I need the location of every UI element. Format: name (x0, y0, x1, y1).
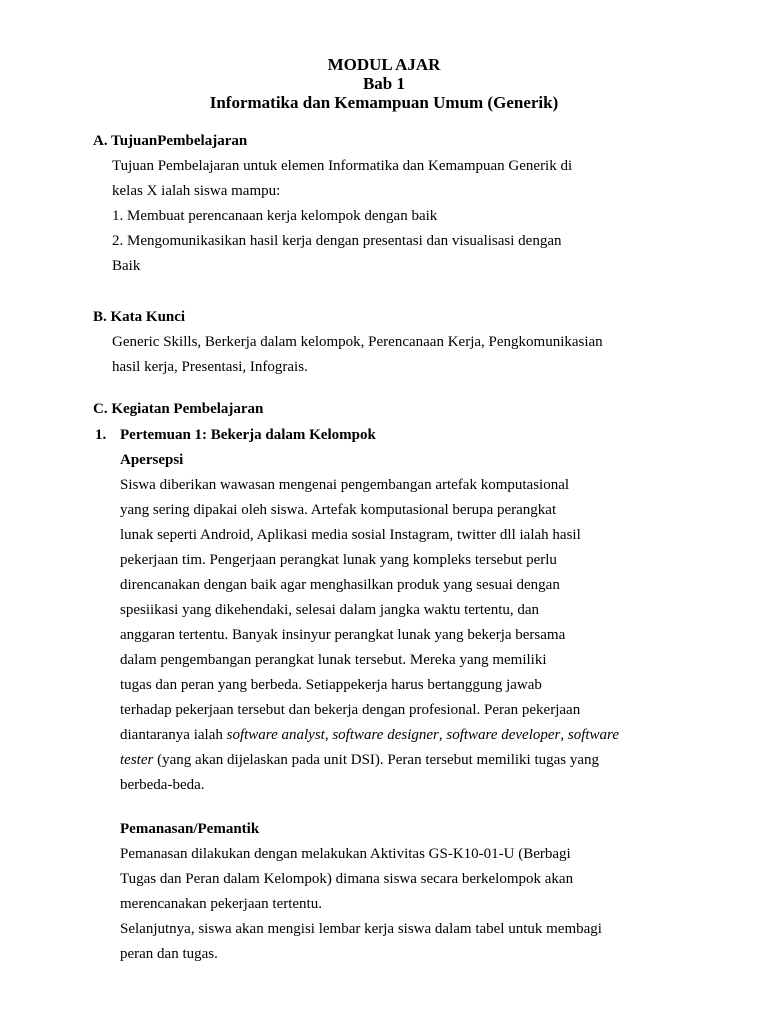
pemanasan-heading: Pemanasan/Pemantik (120, 821, 260, 837)
section-a-heading: A. TujuanPembelajaran (93, 133, 248, 149)
section-a-line: 2. Mengomunikasikan hasil kerja dengan presentasi dan visualisasi dengan (112, 233, 562, 249)
pemanasan-line: Selanjutnya, siswa akan mengisi lembar kerja siswa dalam tabel untuk membagi (120, 921, 602, 937)
apersepsi-line: tugas dan peran yang berbeda. Setiappekerja harus bertanggung jawab (120, 677, 542, 693)
section-a-line: 1. Membuat perencanaan kerja kelompok dengan baik (112, 208, 438, 224)
section-a-line: kelas X ialah siswa mampu: (112, 183, 281, 199)
role-software-tester-part2: tester (120, 752, 154, 768)
roles-prefix: diantaranya ialah (120, 727, 227, 743)
apersepsi-line: terhadap pekerjaan tersebut dan bekerja dengan profesional. Peran pekerjaan (120, 702, 581, 718)
pemanasan-line: merencanakan pekerjaan tertentu. (120, 896, 322, 912)
separator: , (438, 727, 447, 743)
item-title: Pertemuan 1: Bekerja dalam Kelompok (120, 427, 376, 443)
role-software-tester-part1: software (567, 727, 619, 743)
role-software-developer: software developer (446, 727, 561, 743)
section-c-heading: C. Kegiatan Pembelajaran (93, 401, 264, 417)
apersepsi-line: yang sering dipakai oleh siswa. Artefak komputasional berupa perangkat (120, 502, 557, 518)
separator: , (560, 727, 568, 743)
apersepsi-line: anggaran tertentu. Banyak insinyur perangkat lunak yang bekerja bersama (120, 627, 566, 643)
pemanasan-line: Tugas dan Peran dalam Kelompok) dimana siswa secara berkelompok akan (120, 871, 574, 887)
role-software-analyst: software analyst (226, 727, 325, 743)
apersepsi-line: pekerjaan tim. Pengerjaan perangkat lunak yang kompleks tersebut perlu (120, 552, 557, 568)
separator: , (324, 727, 333, 743)
chapter-subtitle: Informatika dan Kemampuan Umum (Generik) (209, 93, 559, 112)
section-a-line: Tujuan Pembelajaran untuk elemen Informatika dan Kemampuan Generik di (112, 158, 573, 174)
apersepsi-line: lunak seperti Android, Aplikasi media sosial Instagram, twitter dll ialah hasil (120, 527, 581, 543)
section-a-line: Baik (112, 258, 141, 274)
roles-line-2 (120, 751, 599, 769)
roles-line (120, 726, 619, 744)
apersepsi-heading: Apersepsi (120, 452, 184, 468)
item-number: 1. (95, 427, 107, 443)
role-software-designer: software designer (332, 727, 439, 743)
apersepsi-line: Siswa diberikan wawasan mengenai pengembangan artefak komputasional (120, 477, 570, 493)
section-b-line: hasil kerja, Presentasi, Infograis. (112, 359, 308, 375)
apersepsi-line: direncanakan dengan baik agar menghasilkan produk yang sesuai dengan (120, 577, 560, 593)
roles-rest: (yang akan dijelaskan pada unit DSI). Peran tersebut memiliki tugas yang (153, 752, 600, 768)
apersepsi-line: spesiikasi yang dikehendaki, selesai dalam jangka waktu tertentu, dan (120, 602, 540, 618)
pemanasan-line: Pemanasan dilakukan dengan melakukan Aktivitas GS-K10-01-U (Berbagi (120, 846, 571, 862)
section-b-line: Generic Skills, Berkerja dalam kelompok, Perencanaan Kerja, Pengkomunikasian (112, 334, 603, 350)
apersepsi-line: dalam pengembangan perangkat lunak tersebut. Mereka yang memiliki (120, 652, 547, 668)
section-b-heading: B. Kata Kunci (93, 309, 186, 325)
module-title: MODUL AJAR (327, 55, 441, 74)
chapter-label: Bab 1 (362, 74, 406, 93)
pemanasan-line: peran dan tugas. (120, 946, 218, 962)
apersepsi-last-line: berbeda-beda. (120, 777, 205, 793)
document-header (0, 55, 768, 112)
